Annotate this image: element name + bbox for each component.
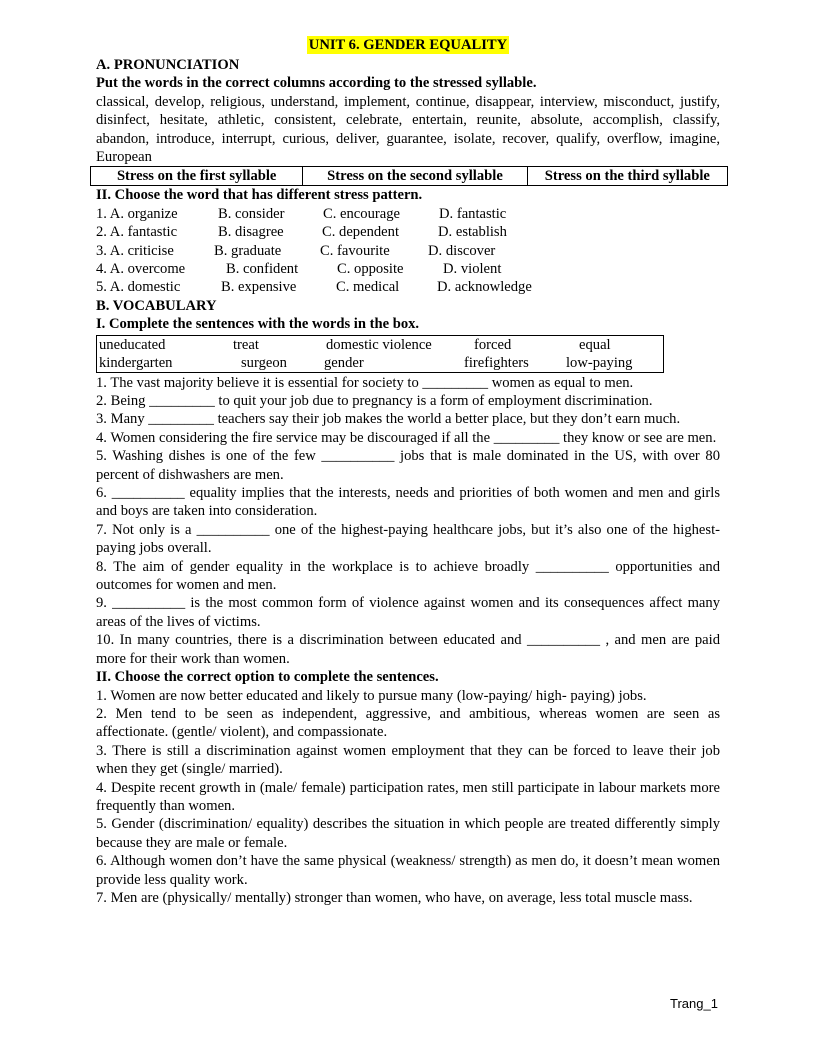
fill-sentence: 2. Being _________ to quit your job due to pregnancy is a form of employment discrimination. — [96, 393, 653, 410]
word-box-item: domestic violence — [326, 336, 432, 353]
vocab-part2-heading: II. Choose the correct option to complete the sentences. — [96, 669, 439, 686]
stress-item: 2. A. fantastic B. disagree C. dependent D. establish — [96, 224, 507, 241]
word-list: classical, develop, religious, understand, implement, continue, disappear, interview, misconduct, justify, disinfect, hesitate, athletic, consistent, celebrate, entertain, reunite, absolute, accomplish, classify, abandon, introduce, interrupt, curious, deliver, guarantee, isolate, recover, qualify, overflow, imagine, European — [96, 93, 720, 166]
fill-sentence: 7. Not only is a __________ one of the highest-paying healthcare jobs, but it’s also one of the highest-paying jobs overall. — [96, 521, 720, 557]
fill-sentence: 4. Women considering the fire service may be discouraged if all the _________ they know or see are men. — [96, 429, 717, 446]
word-box-item: gender — [324, 354, 364, 371]
section-b-heading: B. VOCABULARY — [96, 297, 217, 314]
option-sentence: 6. Although women don’t have the same physical (weakness/ strength) as men do, it doesn’t mean women provide less quality work. — [96, 853, 720, 888]
stress-item: 3. A. criticise B. graduate C. favourite D. discover — [96, 242, 496, 259]
stress-pattern-list — [96, 205, 720, 297]
fill-sentence: 6. __________ equality implies that the interests, needs and priorities of both women and men and girls and boys are taken into consideration. — [96, 485, 720, 520]
stress-item: 4. A. overcome B. confident C. opposite D. violent — [96, 261, 502, 278]
unit-title: UNIT 6. GENDER EQUALITY — [308, 37, 508, 53]
word-box-item: forced — [474, 336, 512, 353]
vocab-part1-heading: I. Complete the sentences with the words in the box. — [96, 316, 420, 333]
fill-sentence: 1. The vast majority believe it is essential for society to _________ women as equal to men. — [96, 374, 634, 391]
fill-sentence: 5. Washing dishes is one of the few __________ jobs that is male dominated in the US, with over 80 percent of dishwashers are men. — [96, 448, 720, 483]
fill-sentence: 9. __________ is the most common form of violence against women and its consequences affect many areas of the lives of victims. — [96, 595, 720, 630]
word-box-item: uneducated — [99, 336, 166, 353]
column-second-syllable: Stress on the second syllable — [303, 167, 527, 186]
word-box — [96, 335, 664, 373]
pronunciation-instruction: Put the words in the correct columns according to the stressed syllable. — [96, 75, 537, 92]
vocab-part1-sentences — [96, 374, 720, 669]
word-box-item: low-paying — [566, 354, 633, 371]
option-sentence: 1. Women are now better educated and likely to pursue many (low-paying/ high- paying) jobs. — [96, 687, 647, 704]
fill-sentence: 8. The aim of gender equality in the workplace is to achieve broadly __________ opportunities and outcomes for women and men. — [96, 558, 720, 594]
column-first-syllable: Stress on the first syllable — [91, 167, 303, 186]
stress-pattern-heading: II. Choose the word that has different stress pattern. — [96, 187, 423, 204]
worksheet-page — [96, 36, 720, 907]
page-number: Trang_1 — [670, 996, 718, 1011]
column-third-syllable: Stress on the third syllable — [527, 167, 727, 186]
word-box-item: equal — [579, 336, 611, 353]
fill-sentence: 10. In many countries, there is a discrimination between educated and __________ , and men are paid more for their work than women. — [96, 632, 720, 667]
word-box-item: kindergarten — [99, 354, 173, 371]
stress-columns-table — [90, 166, 728, 186]
word-box-item: surgeon — [241, 354, 287, 371]
word-box-item: treat — [233, 336, 259, 353]
section-a-heading: A. PRONUNCIATION — [96, 57, 240, 73]
stress-item: 1. A. organize B. consider C. encourage D. fantastic — [96, 205, 507, 222]
option-sentence: 3. There is still a discrimination against women employment that they can be forced to leave their job when they get (single/ married). — [96, 742, 720, 778]
stress-item: 5. A. domestic B. expensive C. medical D. acknowledge — [96, 279, 532, 296]
option-sentence: 2. Men tend to be seen as independent, aggressive, and ambitious, whereas women are seen as affectionate. (gentle/ violent), and compassionate. — [96, 705, 720, 741]
vocab-part2-sentences — [96, 687, 720, 908]
word-box-item: firefighters — [464, 354, 529, 371]
option-sentence: 5. Gender (discrimination/ equality) describes the situation in which people are treated differently simply because they are male or female. — [96, 816, 720, 851]
fill-sentence: 3. Many _________ teachers say their job makes the world a better place, but they don’t earn much. — [96, 411, 681, 428]
option-sentence: 7. Men are (physically/ mentally) stronger than women, who have, on average, less total muscle mass. — [96, 889, 693, 906]
option-sentence: 4. Despite recent growth in (male/ female) participation rates, men still participate in labour markets more frequently than women. — [96, 779, 720, 814]
